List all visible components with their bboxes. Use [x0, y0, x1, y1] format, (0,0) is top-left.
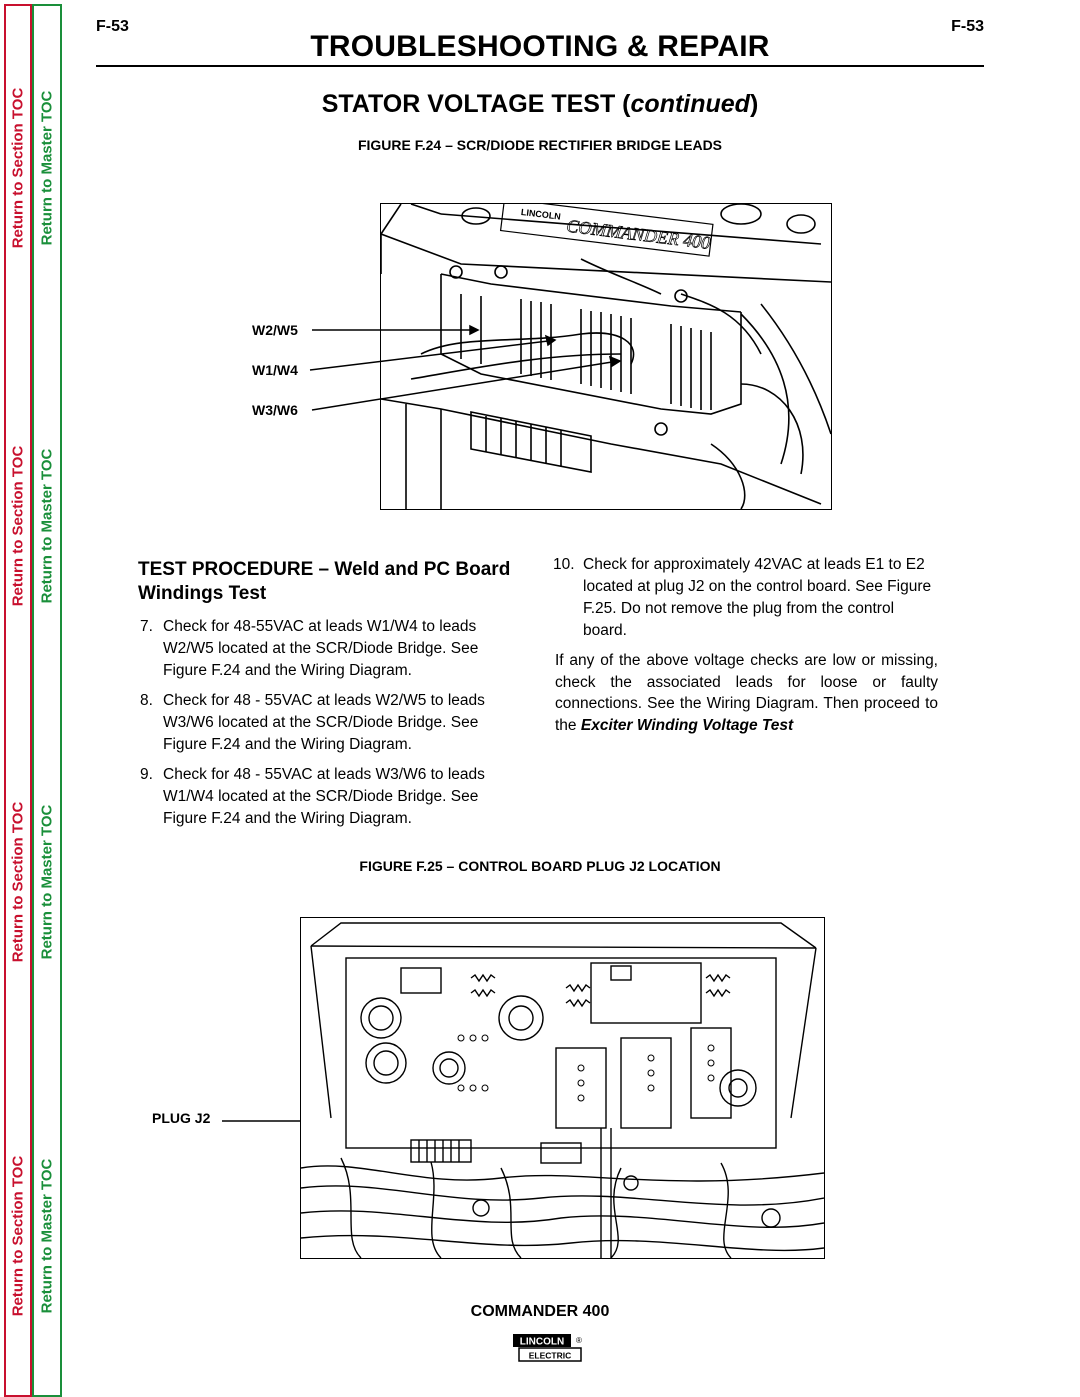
- figure-24-image: [380, 203, 832, 510]
- scr-diode-bridge-illustration: [381, 204, 831, 509]
- procedure-step-8: [140, 690, 522, 756]
- page-number-left: F-53: [96, 18, 129, 35]
- section-title: STATOR VOLTAGE TEST (continued): [321, 90, 759, 118]
- closing-text: If any of the above voltage checks are low or missing, check the associated leads for loose or faulty connections. See the Wiring Diagram. Then proceed to the: [555, 652, 938, 734]
- title-divider: [96, 65, 984, 67]
- figure-25-image: [300, 917, 825, 1259]
- logo-top-text: LINCOLN: [519, 1336, 565, 1348]
- return-to-master-toc-link[interactable]: Return to Master TOC: [38, 1158, 56, 1314]
- lincoln-electric-logo: [510, 1333, 584, 1363]
- control-board-illustration: [301, 918, 824, 1258]
- step-text: Check for approximately 42VAC at leads E1 to E2 located at plug J2 on the control board. See Figure F.25. Do not remove the plug from the control board.: [583, 556, 932, 639]
- return-to-master-toc-link[interactable]: Return to Master TOC: [38, 448, 56, 604]
- procedure-closing-paragraph: [555, 650, 938, 736]
- return-to-master-toc-link[interactable]: Return to Master TOC: [38, 90, 56, 246]
- step-text: Check for 48 - 55VAC at leads W2/W5 to leads W3/W6 located at the SCR/Diode Bridge. See Figure F.24 and the Wiring Diagram.: [163, 692, 485, 753]
- callout-w1-w4: W1/W4: [252, 362, 298, 378]
- procedure-step-7: [140, 616, 522, 682]
- procedure-heading: TEST PROCEDURE – Weld and PC Board Windings Test: [138, 559, 511, 604]
- procedure-step-9: [140, 764, 522, 830]
- registered-mark: ®: [576, 1336, 582, 1345]
- nameplate-model: COMMANDER 400: [565, 215, 712, 254]
- return-to-section-toc-link[interactable]: Return to Section TOC: [9, 801, 27, 963]
- step-text: Check for 48 - 55VAC at leads W3/W6 to leads W1/W4 located at the SCR/Diode Bridge. See Figure F.24 and the Wiring Diagram.: [163, 766, 485, 827]
- page-title: TROUBLESHOOTING & REPAIR: [310, 30, 770, 63]
- section-title-continued: continued: [630, 90, 750, 118]
- page-number-right: F-53: [951, 18, 984, 35]
- callout-w3-w6: W3/W6: [252, 402, 298, 418]
- step-number: 10.: [553, 556, 575, 573]
- master-toc-column: [32, 4, 62, 1397]
- return-to-section-toc-link[interactable]: Return to Section TOC: [9, 87, 27, 249]
- section-toc-column: [4, 4, 32, 1397]
- nameplate-brand: LINCOLN: [520, 206, 562, 222]
- figure-24-caption: FIGURE F.24 – SCR/DIODE RECTIFIER BRIDGE LEADS: [357, 137, 723, 153]
- section-title-main: STATOR VOLTAGE TEST: [321, 90, 616, 118]
- step-number: 7.: [140, 618, 153, 635]
- callout-plug-j2: PLUG J2: [152, 1110, 211, 1126]
- footer-model-name: COMMANDER 400: [470, 1303, 610, 1320]
- step-text: Check for 48-55VAC at leads W1/W4 to leads W2/W5 located at the SCR/Diode Bridge. See Figure F.24 and the Wiring Diagram.: [163, 618, 479, 679]
- callout-w2-w5: W2/W5: [252, 322, 298, 338]
- step-number: 8.: [140, 692, 153, 709]
- return-to-section-toc-link[interactable]: Return to Section TOC: [9, 445, 27, 607]
- return-to-master-toc-link[interactable]: Return to Master TOC: [38, 804, 56, 960]
- exciter-winding-voltage-test-link[interactable]: Exciter Winding Voltage Test: [580, 716, 794, 734]
- procedure-step-10: [553, 554, 939, 642]
- step-number: 9.: [140, 766, 153, 783]
- return-to-section-toc-link[interactable]: Return to Section TOC: [9, 1155, 27, 1317]
- figure-25-caption: FIGURE F.25 – CONTROL BOARD PLUG J2 LOCATION: [359, 858, 721, 874]
- logo-bottom-text: ELECTRIC: [528, 1350, 572, 1361]
